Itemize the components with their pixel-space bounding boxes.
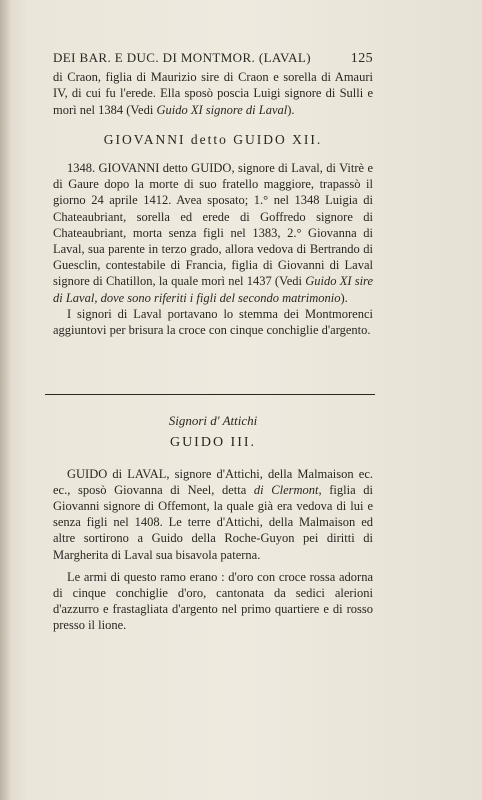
para2-text-a: 1348. GIOVANNI detto GUIDO, signore di Laval, di Vitrè e di Gaure dopo la morte di suo fratello maggiore, trapassò il giorno 24 aprile 1412. Avea sposato; 1.° nel 1348 Luigia di Chateaubriant, sorella ed erede di Goffredo signore di Chateaubriant, morta senza figli nel 1383, 2.° Giovanna di Laval, sua parente in terzo grado, allora vedova di Bertrando di Guesclin, contestabile di Francia, figlia di Giovanni di Laval signore di Chatillon, la quale morì nel 1437 (Vedi [53,161,373,289]
section-title-giovanni: GIOVANNI detto GUIDO XII. [103,131,323,147]
paragraph-guido [53,466,373,563]
running-head-title: DEI BAR. E DUC. DI MONTMOR. (LAVAL) [53,50,311,65]
para2-italic: Guido XI sire di Laval, dove sono riferiti i figli del secondo matrimonio [53,274,373,305]
running-head [53,50,373,67]
para1-italic: Guido XI signore di Laval [156,102,288,117]
para4-text-b: , figlia di Giovanni signore di Offemont, la quale già era vedova di lui e senza figli nel 1408. Le terre d'Attichi, della Malmaison ed altre sortirono a Guido della Roche-Guyon pei diritti di Margherita di Laval sua bisavola paterna. [53,482,373,562]
section-title-guido: GUIDO III. [169,435,257,451]
paragraph-arms-attichi: Le armi di questo ramo erano : d'oro con croce rossa adorna di cinque conchiglie d'oro, cantonata da sedici alerioni d'azzurro e frastagliata d'argento nel primo quartiere e di rosso presso il lione. [53,569,373,633]
page-number: 125 [350,51,373,66]
para2-text-b: ). [340,290,348,305]
para1-text-b: ). [287,102,295,117]
paragraph-arms-laval: I signori di Laval portavano lo stemma dei Montmorenci aggiuntovi per brisura la croce con cinque conchiglie d'argento. [53,306,373,338]
paragraph-continuation [53,69,373,118]
subheading-attichi: Signori d' Attichi [168,413,258,429]
section-divider [45,394,375,395]
para4-italic: di Clermont [253,482,319,497]
para1-text-a: di Craon, figlia di Maurizio sire di Craon e sorella di Amauri IV, di cui fu l'erede. Ella sposò poscia Luigi signore di Sulli e morì nel 1384 (Vedi [53,70,373,117]
paragraph-giovanni [53,160,373,306]
page-content [53,50,373,634]
page-gutter-shadow [0,0,10,800]
para4-text-a: GUIDO di LAVAL, signore d'Attichi, della Malmaison ec. ec., sposò Giovanna di Neel, detta [53,466,373,497]
